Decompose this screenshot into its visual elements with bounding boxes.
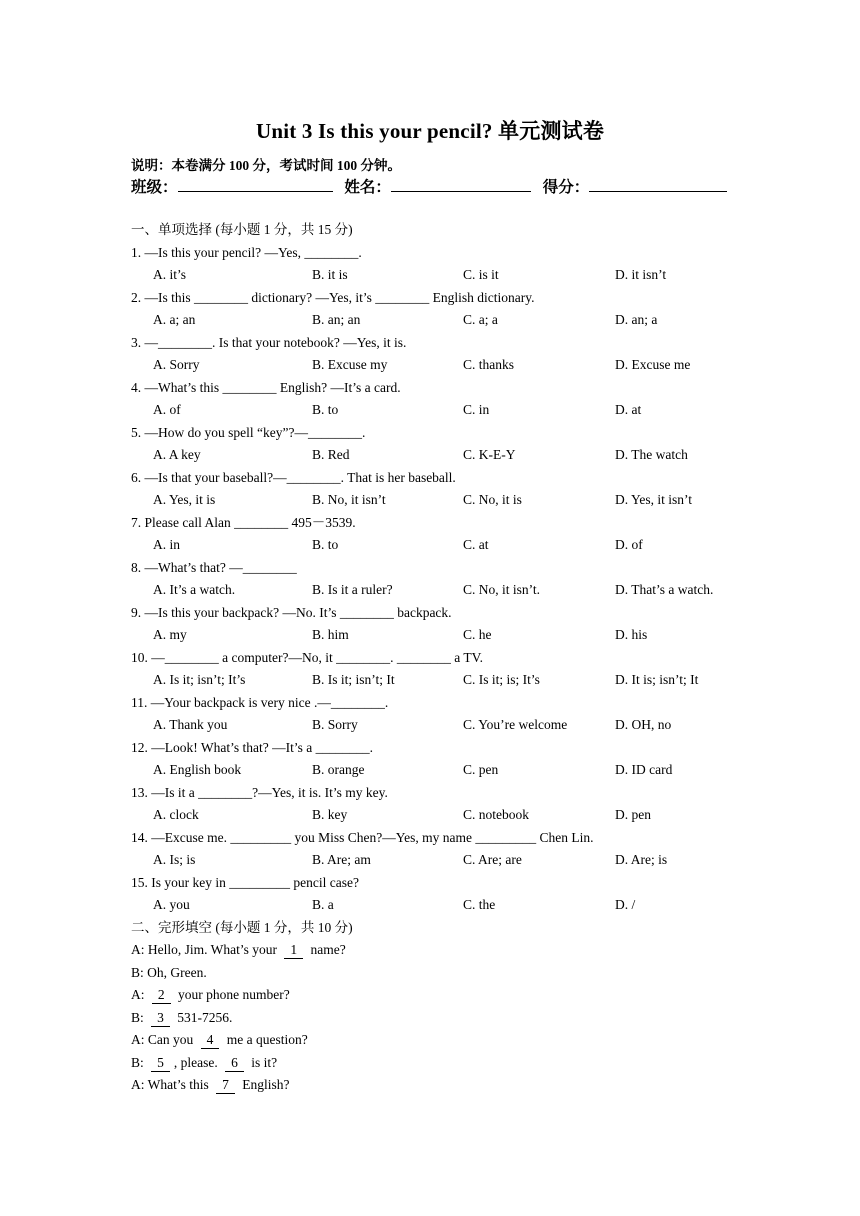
score-label: 得分： [542, 179, 590, 196]
dialogue-line [131, 1052, 771, 1075]
question-stem: 5. —How do you spell “key”?—________. [131, 424, 366, 440]
dialogue-text: is it? [247, 1054, 278, 1070]
dialogue-line [131, 1007, 771, 1030]
dialogue-line [131, 1029, 771, 1052]
option-d[interactable]: D. at [615, 402, 642, 417]
option-b[interactable]: B. him [312, 627, 349, 642]
dialogue-text: name? [307, 942, 346, 957]
question-stem: 12. —Look! What’s that? —It’s a ________. [131, 739, 373, 755]
option-row [131, 354, 771, 377]
question-stem: 14. —Excuse me. _________ you Miss Chen?—Yes, my name _________ Chen Lin. [131, 829, 594, 845]
option-a[interactable]: A. English book [153, 762, 242, 777]
option-a[interactable]: A. clock [153, 807, 199, 822]
question-stem: 6. —Is that your baseball?—________. That is her baseball. [131, 469, 456, 485]
option-a[interactable]: A. Is it; isn’t; It’s [153, 672, 246, 687]
name-label: 姓名： [344, 179, 391, 196]
dialogue-line [131, 939, 771, 962]
option-d[interactable]: D. his [615, 627, 648, 642]
option-c[interactable]: C. he [463, 627, 492, 642]
option-row [131, 669, 771, 692]
option-c[interactable]: C. in [463, 402, 490, 417]
option-b[interactable]: B. Sorry [312, 717, 358, 732]
question-stem: 9. —Is this your backpack? —No. It’s ________ backpack. [131, 604, 452, 620]
question-stem: 3. —________. Is that your notebook? —Yes, it is. [131, 334, 407, 350]
blank-number[interactable]: 7 [216, 1077, 235, 1094]
question-stem: 7. Please call Alan ________ 495－3539. [131, 514, 356, 530]
section2-heading: 二、完形填空 (每小题 1 分，共 10 分) [131, 919, 353, 935]
dialogue-text: A: Can you [131, 1032, 197, 1047]
option-row [131, 804, 771, 827]
dialogue-line [131, 962, 771, 985]
option-b[interactable]: B. Are; am [312, 852, 371, 867]
option-b[interactable]: B. orange [312, 762, 365, 777]
dialogue-line [131, 1074, 771, 1097]
name-blank[interactable] [391, 175, 531, 192]
class-blank[interactable] [178, 175, 333, 192]
question-stem: 15. Is your key in _________ pencil case? [131, 874, 359, 890]
option-row [131, 444, 771, 467]
option-d[interactable]: D. It is; isn’t; It [615, 672, 699, 687]
question-stem: 4. —What’s this ________ English? —It’s a card. [131, 379, 401, 395]
dialogue-text: B: [131, 1009, 148, 1025]
option-d[interactable]: D. it isn’t [615, 267, 667, 282]
question-stem: 2. —Is this ________ dictionary? —Yes, it’s ________ English dictionary. [131, 289, 535, 305]
option-b[interactable]: B. an; an [312, 312, 361, 327]
exam-note: 说明：本卷满分 100 分，考试时间 100 分钟。 [131, 158, 401, 173]
blank-number[interactable]: 6 [225, 1055, 244, 1072]
option-b[interactable]: B. a [312, 897, 334, 912]
option-d[interactable]: D. That’s a watch. [615, 582, 714, 597]
page-title: Unit 3 Is this your pencil? 单元测试卷 [255, 119, 605, 143]
question-stem: 13. —Is it a ________?—Yes, it is. It’s my key. [131, 784, 388, 800]
option-a[interactable]: A. a; an [153, 312, 196, 327]
option-c[interactable]: C. No, it isn’t. [463, 582, 541, 597]
option-row [131, 309, 771, 332]
option-a[interactable]: A. in [153, 537, 180, 552]
option-b[interactable]: B. key [312, 807, 348, 822]
score-blank[interactable] [589, 175, 727, 192]
dialogue-text: A: Hello, Jim. What’s your [131, 942, 281, 957]
blank-number[interactable]: 1 [284, 942, 303, 959]
dialogue-text: English? [238, 1077, 290, 1092]
option-b[interactable]: B. Excuse my [312, 357, 388, 372]
option-row [131, 759, 771, 782]
option-a[interactable]: A. my [153, 627, 187, 642]
option-c[interactable]: C. K-E-Y [463, 447, 516, 462]
blank-number[interactable]: 3 [151, 1010, 170, 1027]
dialogue-line [131, 984, 771, 1007]
option-a[interactable]: A. it’s [153, 267, 187, 282]
option-a[interactable]: A. A key [153, 447, 201, 462]
option-a[interactable]: A. Thank you [153, 717, 228, 732]
option-c[interactable]: C. notebook [463, 807, 529, 822]
option-c[interactable]: C. at [463, 537, 489, 552]
option-c[interactable]: C. pen [463, 762, 499, 777]
option-b[interactable]: B. Is it; isn’t; It [312, 672, 395, 687]
option-b[interactable]: B. to [312, 402, 339, 417]
dialogue-text: your phone number? [174, 987, 290, 1002]
blank-number[interactable]: 2 [152, 987, 171, 1004]
option-d[interactable]: D. Yes, it isn’t [615, 492, 693, 507]
cloze-dialogue [131, 939, 771, 1097]
option-row [131, 624, 771, 647]
option-c[interactable]: C. thanks [463, 357, 515, 372]
dialogue-text: 531-7256. [173, 1009, 233, 1025]
option-d[interactable]: D. The watch [615, 447, 688, 462]
student-info-row [131, 175, 735, 197]
option-d[interactable]: D. Are; is [615, 852, 668, 867]
option-b[interactable]: B. it is [312, 267, 348, 282]
class-label: 班级： [131, 179, 178, 196]
option-d[interactable]: D. ID card [615, 762, 673, 777]
option-d[interactable]: D. OH, no [615, 717, 672, 732]
question-stem: 8. —What’s that? —________ [131, 559, 297, 575]
question-stem: 11. —Your backpack is very nice .—________. [131, 694, 389, 710]
option-row [131, 579, 771, 602]
option-d[interactable]: D. Excuse me [615, 357, 691, 372]
option-a[interactable]: A. Sorry [153, 357, 200, 372]
option-a[interactable]: A. Is; is [153, 852, 196, 867]
option-row [131, 714, 771, 737]
option-c[interactable]: C. Are; are [463, 852, 522, 867]
option-c[interactable]: C. a; a [463, 312, 498, 327]
option-a[interactable]: A. It’s a watch. [153, 582, 236, 597]
option-b[interactable]: B. No, it isn’t [312, 492, 386, 507]
option-d[interactable]: D. of [615, 537, 643, 552]
option-c[interactable]: C. You’re welcome [463, 717, 568, 732]
section1-heading: 一、单项选择 (每小题 1 分，共 15 分) [131, 222, 353, 237]
option-row [131, 489, 771, 512]
dialogue-text: me a question? [223, 1032, 308, 1047]
option-c[interactable]: C. the [463, 897, 496, 912]
option-d[interactable]: D. pen [615, 807, 651, 822]
option-b[interactable]: B. Red [312, 447, 350, 462]
question-list [131, 242, 771, 917]
option-a[interactable]: A. Yes, it is [153, 492, 216, 507]
option-c[interactable]: C. Is it; is; It’s [463, 672, 540, 687]
dialogue-text: , please. [173, 1054, 222, 1070]
dialogue-text: A: [131, 987, 148, 1002]
option-row [131, 534, 771, 557]
option-d[interactable]: D. an; a [615, 312, 658, 327]
dialogue-text: B: Oh, Green. [131, 964, 207, 980]
blank-number[interactable]: 4 [201, 1032, 220, 1049]
option-d[interactable]: D. / [615, 897, 636, 912]
option-c[interactable]: C. is it [463, 267, 499, 282]
option-row [131, 894, 771, 917]
option-b[interactable]: B. to [312, 537, 339, 552]
option-row [131, 264, 771, 287]
question-stem: 10. —________ a computer?—No, it ________. ________ a TV. [131, 649, 483, 665]
dialogue-text: A: What’s this [131, 1077, 213, 1092]
option-c[interactable]: C. No, it is [463, 492, 522, 507]
dialogue-text: B: [131, 1054, 148, 1070]
option-row [131, 849, 771, 872]
option-a[interactable]: A. of [153, 402, 181, 417]
option-b[interactable]: B. Is it a ruler? [312, 582, 393, 597]
option-row [131, 399, 771, 422]
exam-content [131, 219, 771, 1097]
blank-number[interactable]: 5 [151, 1055, 170, 1072]
question-stem: 1. —Is this your pencil? —Yes, ________. [131, 244, 362, 260]
option-a[interactable]: A. you [153, 897, 190, 912]
